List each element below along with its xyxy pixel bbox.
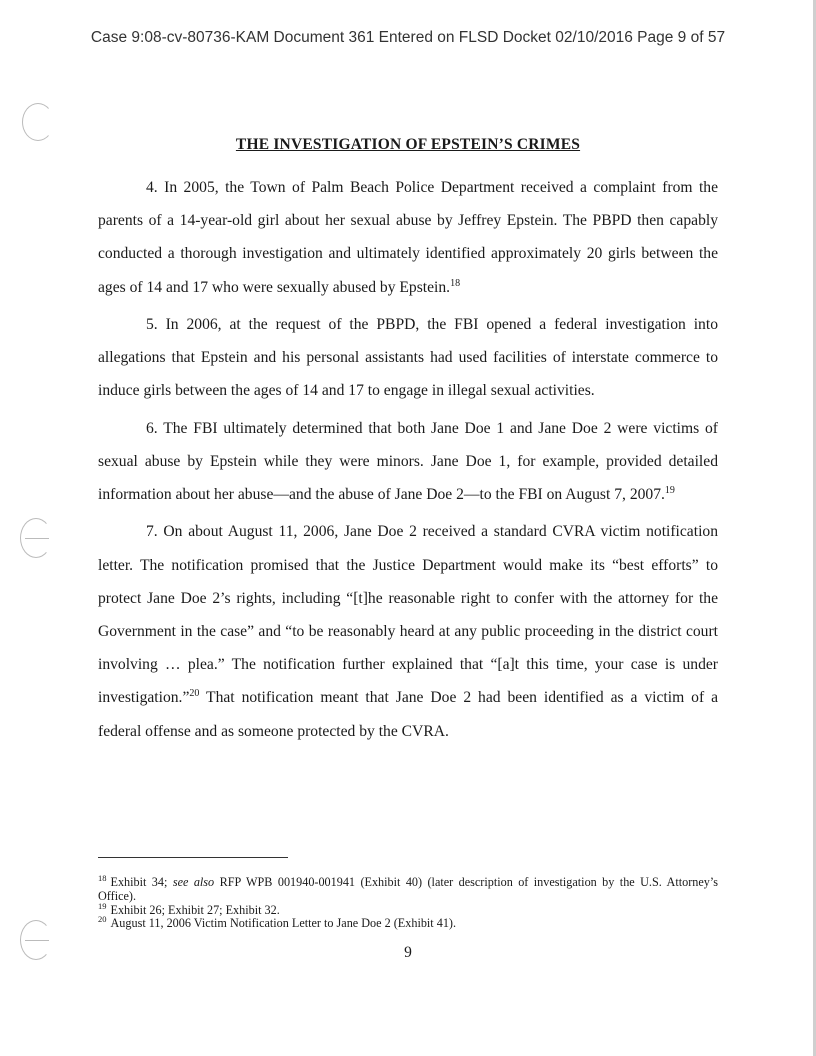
footnote-18 bbox=[98, 872, 718, 904]
paragraph-text: 7. On about August 11, 2006, Jane Doe 2 received a standard CVRA victim notification letter. The notification promised that the Justice Department would make its “best efforts” to protect Jane Doe 2’s rights, including “[t]he reasonable right to confer with the attorney for the Government in the case” and “to be reasonably heard at any public proceeding in the district court involving … plea.” The notification further explained that “[a]t this time, your case is under investigation.” bbox=[98, 523, 718, 707]
footnote-20 bbox=[98, 914, 718, 931]
footnote-signal: see also bbox=[172, 875, 215, 889]
footnote-reference-19[interactable]: 19 bbox=[664, 484, 675, 496]
docket-header: Case 9:08-cv-80736-KAM Document 361 Entered on FLSD Docket 02/10/2016 Page 9 of 57 bbox=[90, 29, 726, 46]
footnote-number: 19 bbox=[98, 900, 107, 911]
footnote-reference-18[interactable]: 18 bbox=[450, 277, 461, 289]
paragraph-5 bbox=[98, 308, 718, 408]
footnote-divider bbox=[98, 857, 288, 858]
footnote-text-continued: RFP WPB 001940-001941 (Exhibit 40) (later description of investigation by the U.S. Attorney’s Office). bbox=[98, 875, 718, 903]
paragraph-4 bbox=[98, 171, 718, 304]
footnote-text: Exhibit 34; bbox=[110, 875, 173, 889]
footnote-number: 20 bbox=[98, 914, 107, 925]
punch-hole-mark bbox=[25, 940, 49, 941]
footnote-number: 18 bbox=[98, 872, 107, 883]
footnote-text: August 11, 2006 Victim Notification Letter to Jane Doe 2 (Exhibit 41). bbox=[110, 916, 457, 931]
paragraph-text: 6. The FBI ultimately determined that both Jane Doe 1 and Jane Doe 2 were victims of sexual abuse by Epstein while they were minors. Jane Doe 1, for example, provided detailed information about her abuse—and the abuse of Jane Doe 2—to the FBI on August 7, 2007. bbox=[98, 419, 718, 504]
page-number: 9 bbox=[404, 944, 412, 961]
footnote-reference-20[interactable]: 20 bbox=[189, 688, 200, 700]
footnote-text: Exhibit 26; Exhibit 27; Exhibit 32. bbox=[110, 902, 280, 917]
paragraph-text: 4. In 2005, the Town of Palm Beach Police Department received a complaint from the parents of a 14-year-old girl about her sexual abuse by Jeffrey Epstein. The PBPD then capably conducted a thorough investigation and ultimately identified approximately 20 girls between the ages of 14 and 17 who were sexually abused by Epstein. bbox=[98, 179, 718, 296]
paragraph-6 bbox=[98, 412, 718, 512]
paragraph-7 bbox=[98, 515, 718, 747]
punch-hole-mark bbox=[25, 538, 49, 539]
document-body bbox=[98, 171, 718, 752]
section-heading: THE INVESTIGATION OF EPSTEIN’S CRIMES bbox=[235, 136, 581, 153]
footnotes bbox=[98, 872, 718, 931]
paragraph-text-continued: That notification meant that Jane Doe 2 had been identified as a victim of a federal offense and as someone protected by the CVRA. bbox=[98, 689, 718, 740]
paragraph-text: 5. In 2006, at the request of the PBPD, the FBI opened a federal investigation into allegations that Epstein and his personal assistants had used facilities of interstate commerce to induce girls between the ages of 14 and 17 to engage in illegal sexual activities. bbox=[98, 315, 718, 400]
punch-hole-middle bbox=[20, 518, 52, 558]
